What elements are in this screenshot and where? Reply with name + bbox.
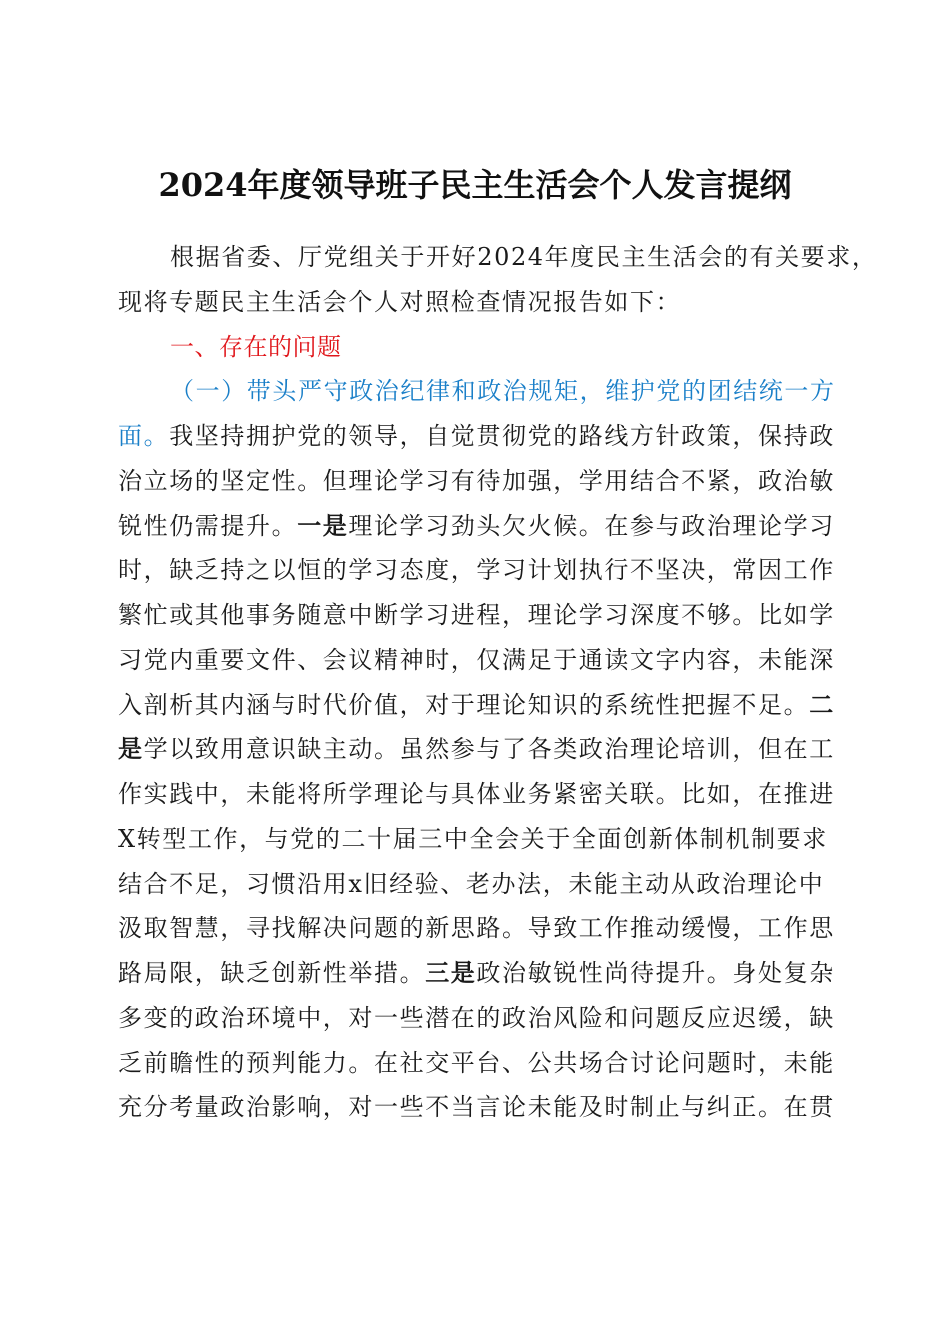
- page-title: 2024年度领导班子民主生活会个人发言提纲: [158, 166, 792, 204]
- paragraph-line: 结合不足，习惯沿用x旧经验、老办法，未能主动从政治理论中: [118, 870, 825, 898]
- paragraph-text: 政治敏锐性尚待提升。身处复杂: [476, 959, 835, 987]
- paragraph-text: 我坚持拥护党的领导，自觉贯彻党的路线方针政策，保持政: [169, 422, 835, 450]
- section-heading: 一、存在的问题: [170, 333, 342, 361]
- paragraph-line: 时，缺乏持之以恒的学习态度，学习计划执行不坚决，常因工作: [118, 556, 835, 584]
- paragraph-line: X转型工作，与党的二十届三中全会关于全面创新体制机制要求: [118, 825, 828, 853]
- point-marker-3: 三是: [425, 958, 477, 987]
- paragraph-text: 理论学习劲头欠火候。在参与政治理论学习: [348, 512, 835, 540]
- paragraph-line: 习党内重要文件、会议精神时，仅满足于通读文字内容，未能深: [118, 646, 835, 674]
- paragraph-line: 汲取智慧，寻找解决问题的新思路。导致工作推动缓慢，工作思: [118, 914, 835, 942]
- paragraph-text: 入剖析其内涵与时代价值，对于理论知识的系统性把握不足。: [118, 691, 810, 719]
- point-marker-2b: 是: [118, 734, 144, 763]
- paragraph-line: [118, 690, 835, 720]
- intro-line-1: 根据省委、厅党组关于开好2024年度民主生活会的有关要求，: [170, 243, 878, 271]
- subsection-heading-cont: 面。: [118, 422, 170, 450]
- paragraph-line: [118, 734, 835, 764]
- paragraph-line: 多变的政治环境中，对一些潜在的政治风险和问题反应迟缓，缺: [118, 1004, 835, 1032]
- paragraph-line: 乏前瞻性的预判能力。在社交平台、公共场合讨论问题时，未能: [118, 1049, 835, 1077]
- paragraph-line: [118, 958, 835, 988]
- point-marker-2a: 二: [809, 690, 835, 719]
- paragraph-text: 路局限，缺乏创新性举措。: [118, 959, 426, 987]
- point-marker-1: 一是: [297, 511, 349, 540]
- paragraph-line: 治立场的坚定性。但理论学习有待加强，学用结合不紧，政治敏: [118, 467, 835, 495]
- paragraph-line: [118, 421, 835, 451]
- paragraph-line: [118, 511, 835, 541]
- subsection-heading: （一）带头严守政治纪律和政治规矩，维护党的团结统一方: [170, 377, 836, 405]
- paragraph-text: 学以致用意识缺主动。虽然参与了各类政治理论培训，但在工: [143, 735, 835, 763]
- paragraph-line: 作实践中，未能将所学理论与具体业务紧密关联。比如，在推进: [118, 780, 835, 808]
- paragraph-text: 锐性仍需提升。: [118, 512, 298, 540]
- intro-line-2: 现将专题民主生活会个人对照检查情况报告如下：: [118, 288, 682, 316]
- paragraph-line: 繁忙或其他事务随意中断学习进程，理论学习深度不够。比如学: [118, 601, 835, 629]
- paragraph-line: 充分考量政治影响，对一些不当言论未能及时制止与纠正。在贯: [118, 1093, 835, 1121]
